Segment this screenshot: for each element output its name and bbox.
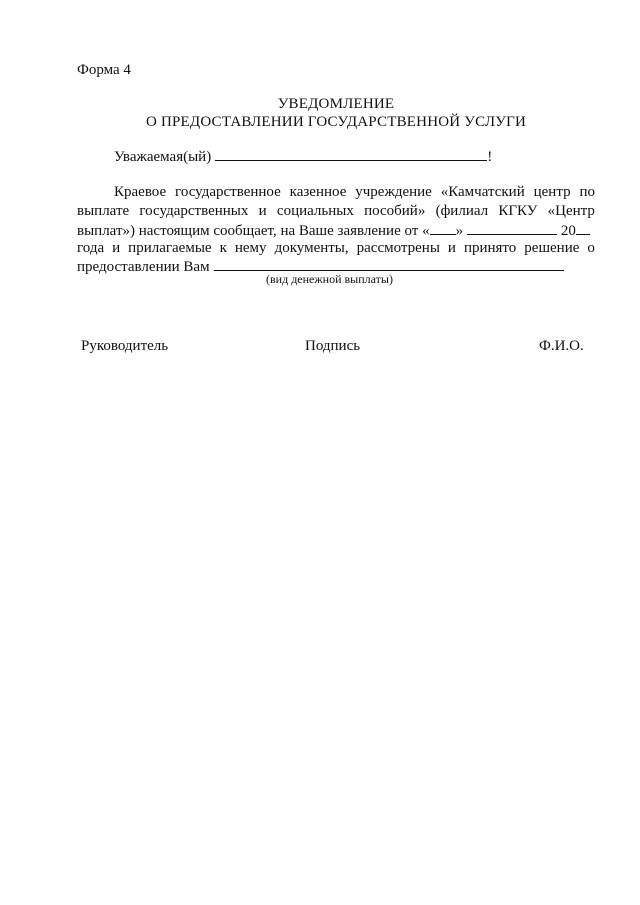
full-name-label: Ф.И.О. — [539, 338, 584, 354]
recipient-name-blank — [215, 148, 487, 161]
word: центр — [533, 184, 571, 200]
word: о — [587, 240, 595, 256]
word: решение — [524, 240, 580, 256]
paragraph-line-2 — [77, 203, 595, 220]
word: КГКУ — [498, 203, 538, 219]
word: прилагаемые — [128, 240, 212, 256]
word: рассмотрены — [356, 240, 440, 256]
payment-type-blank — [214, 258, 564, 271]
word: «Камчатский — [440, 184, 525, 200]
application-day-blank — [430, 222, 456, 235]
paragraph-line-3 — [77, 222, 595, 240]
word: пособий» — [364, 203, 426, 219]
quote-close: » — [455, 223, 464, 239]
word: (филиал — [435, 203, 489, 219]
payment-type-caption: (вид денежной выплаты) — [266, 272, 393, 286]
paragraph-line-1 — [114, 184, 595, 201]
application-year-blank — [576, 222, 590, 235]
word: года — [77, 240, 105, 256]
word: по — [579, 184, 595, 200]
word: и — [112, 240, 121, 256]
document-subtitle: О ПРЕДОСТАВЛЕНИИ ГОСУДАРСТВЕННОЙ УСЛУГИ — [145, 114, 527, 130]
greeting-line — [114, 148, 492, 166]
document-title: УВЕДОМЛЕНИЕ — [277, 96, 395, 112]
provision-text: предоставлении Вам — [77, 259, 210, 275]
word: государственных — [139, 203, 249, 219]
word: выплате — [77, 203, 130, 219]
word: и — [447, 240, 456, 256]
word: нему — [234, 240, 267, 256]
word: к — [219, 240, 227, 256]
head-label: Руководитель — [81, 338, 169, 354]
word: Краевое — [114, 184, 167, 200]
application-date-text: выплат») настоящим сообщает, на Ваше заявление от « — [77, 223, 430, 239]
paragraph-line-4 — [77, 240, 595, 257]
word: и — [258, 203, 267, 219]
greeting-suffix: ! — [487, 149, 493, 165]
word: казенное — [289, 184, 347, 200]
form-number-label: Форма 4 — [77, 62, 131, 78]
word: документы, — [274, 240, 349, 256]
signature-label: Подпись — [305, 338, 361, 354]
greeting-prefix: Уважаемая(ый) — [114, 149, 212, 165]
word: социальных — [276, 203, 354, 219]
word: принято — [463, 240, 517, 256]
word: государственное — [175, 184, 281, 200]
word: учреждение — [355, 184, 432, 200]
word: «Центр — [547, 203, 595, 219]
application-month-blank — [467, 222, 557, 235]
year-prefix: 20 — [560, 223, 576, 239]
